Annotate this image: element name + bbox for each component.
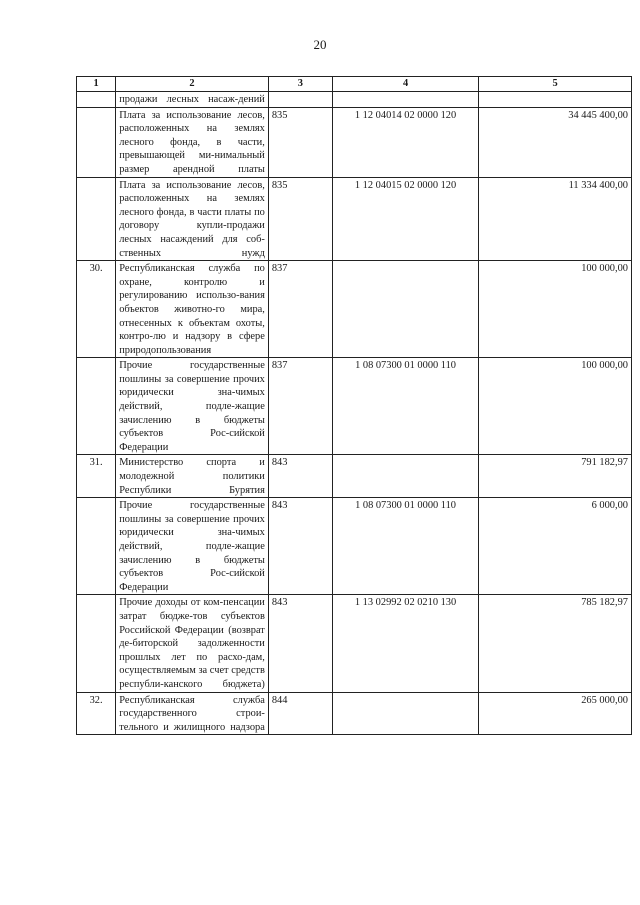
row-number-cell: 31. — [77, 455, 116, 498]
admin-code-cell: 837 — [268, 261, 332, 358]
row-number-cell: 30. — [77, 261, 116, 358]
budget-code-cell — [332, 92, 478, 108]
table-row — [77, 595, 632, 692]
table-row — [77, 692, 632, 735]
table-row — [77, 107, 632, 177]
admin-code-cell: 843 — [268, 498, 332, 595]
column-header: 4 — [332, 77, 478, 92]
column-header: 2 — [116, 77, 269, 92]
page-number: 20 — [313, 37, 327, 52]
table-body — [77, 92, 632, 735]
amount-cell: 34 445 400,00 — [479, 107, 632, 177]
row-number-cell — [77, 92, 116, 108]
table-row — [77, 455, 632, 498]
amount-cell: 265 000,00 — [479, 692, 632, 735]
table-header-row — [77, 77, 632, 92]
description-cell: Республиканская служба по охране, контролю и регулированию использо-вания объектов животно-го мира, отнесенных к объектам охоты, контро-лю и надзору в сфере природопользования — [116, 261, 269, 358]
admin-code-cell: 843 — [268, 595, 332, 692]
row-number-cell — [77, 177, 116, 261]
description-cell: Плата за использование лесов, расположенных на землях лесного фонда, в части, превышающей ми-нимальный размер арендной платы — [116, 107, 269, 177]
description-cell: продажи лесных насаж-дений — [116, 92, 269, 108]
amount-cell: 785 182,97 — [479, 595, 632, 692]
description-cell: Прочие доходы от ком-пенсации затрат бюдже-тов субъектов Российской Федерации (возврат де-биторской задолженности прошлых лет по расхо-дам, осуществляемым за счет средств республи-канского бюджета) — [116, 595, 269, 692]
description-cell: Плата за использование лесов, расположенных на землях лесного фонда, в части платы по договору купли-продажи лесных насаждений для соб-ственных нужд — [116, 177, 269, 261]
table-row — [77, 358, 632, 455]
admin-code-cell: 837 — [268, 358, 332, 455]
column-header: 5 — [479, 77, 632, 92]
amount-cell: 791 182,97 — [479, 455, 632, 498]
admin-code-cell: 843 — [268, 455, 332, 498]
amount-cell: 100 000,00 — [479, 358, 632, 455]
row-number-cell — [77, 498, 116, 595]
budget-code-cell: 1 08 07300 01 0000 110 — [332, 358, 478, 455]
description-cell: Прочие государственные пошлины за совершение прочих юридически зна-чимых действий, подле-жащие зачислению в бюджеты субъектов Рос-сийской Федерации — [116, 358, 269, 455]
admin-code-cell — [268, 92, 332, 108]
description-cell: Прочие государственные пошлины за совершение прочих юридически зна-чимых действий, подле-жащие зачислению в бюджеты субъектов Рос-сийской Федерации — [116, 498, 269, 595]
table-row — [77, 498, 632, 595]
amount-cell: 100 000,00 — [479, 261, 632, 358]
budget-code-cell: 1 12 04015 02 0000 120 — [332, 177, 478, 261]
budget-code-cell — [332, 692, 478, 735]
row-number-cell — [77, 107, 116, 177]
column-header: 1 — [77, 77, 116, 92]
revenue-table — [76, 76, 632, 735]
amount-cell: 6 000,00 — [479, 498, 632, 595]
description-cell: Министерство спорта и молодежной политики Республики Бурятия — [116, 455, 269, 498]
table-row — [77, 177, 632, 261]
budget-code-cell — [332, 261, 478, 358]
admin-code-cell: 844 — [268, 692, 332, 735]
table-row — [77, 92, 632, 108]
amount-cell: 11 334 400,00 — [479, 177, 632, 261]
row-number-cell — [77, 595, 116, 692]
budget-code-cell: 1 08 07300 01 0000 110 — [332, 498, 478, 595]
table-row — [77, 261, 632, 358]
row-number-cell: 32. — [77, 692, 116, 735]
description-cell: Республиканская служба государственного строи-тельного и жилищного надзора — [116, 692, 269, 735]
admin-code-cell: 835 — [268, 107, 332, 177]
budget-code-cell — [332, 455, 478, 498]
column-header: 3 — [268, 77, 332, 92]
admin-code-cell: 835 — [268, 177, 332, 261]
budget-code-cell: 1 12 04014 02 0000 120 — [332, 107, 478, 177]
budget-code-cell: 1 13 02992 02 0210 130 — [332, 595, 478, 692]
amount-cell — [479, 92, 632, 108]
row-number-cell — [77, 358, 116, 455]
